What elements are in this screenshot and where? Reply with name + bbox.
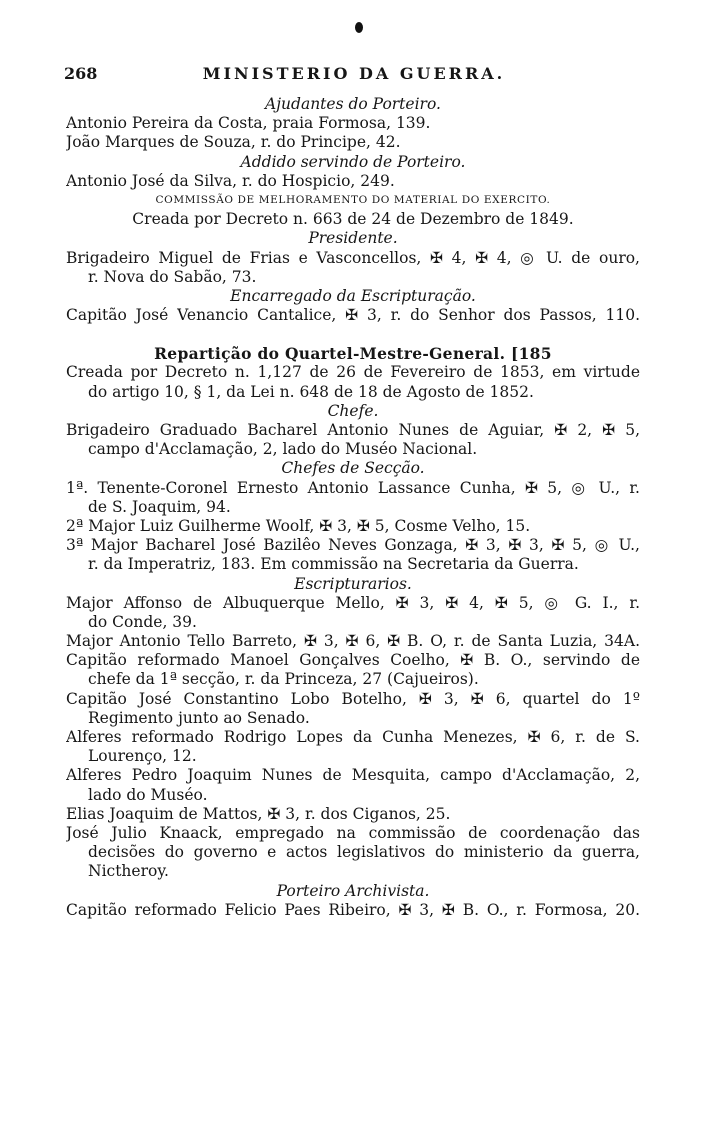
- text-line: 1ª. Tenente-Coronel Ernesto Antonio Lassance Cunha, ✠ 5, ◎ U., r.: [66, 478, 640, 497]
- page-number: 268: [64, 64, 98, 83]
- text-line: Porteiro Archivista.: [276, 881, 430, 900]
- text-line: r. da Imperatriz, 183. Em commissão na Secretaria da Guerra.: [88, 555, 579, 574]
- text-line: COMMISSÃO DE MELHORAMENTO DO MATERIAL DO EXERCITO.: [155, 193, 551, 206]
- text-line: Creada por Decreto n. 663 de 24 de Dezembro de 1849.: [132, 210, 574, 229]
- text-line: Creada por Decreto n. 1,127 de 26 de Fevereiro de 1853, em virtude: [66, 363, 640, 382]
- text-line: 2ª Major Luiz Guilherme Woolf, ✠ 3, ✠ 5, Cosme Velho, 15.: [66, 516, 531, 535]
- page-header: [64, 64, 644, 86]
- text-line: Brigadeiro Miguel de Frias e Vasconcellos, ✠ 4, ✠ 4, ◎ U. de ouro,: [66, 248, 640, 267]
- running-title: MINISTERIO DA GUERRA.: [202, 64, 506, 83]
- text-line: Repartição do Quartel-Mestre-General. [185: [154, 344, 552, 364]
- text-line: Capitão José Constantino Lobo Botelho, ✠ 3, ✠ 6, quartel do 1º: [66, 689, 640, 708]
- text-line: Capitão reformado Felicio Paes Ribeiro, ✠ 3, ✠ B. O., r. Formosa, 20.: [66, 900, 640, 919]
- text-line: Alferes reformado Rodrigo Lopes da Cunha Menezes, ✠ 6, r. de S.: [66, 728, 640, 746]
- text-line: Addido servindo de Porteiro.: [240, 152, 466, 171]
- text-line: Major Affonso de Albuquerque Mello, ✠ 3, ✠ 4, ✠ 5, ◎ G. I., r.: [66, 593, 640, 612]
- text-line: Antonio José da Silva, r. do Hospicio, 249.: [66, 171, 395, 190]
- text-line: Ajudantes do Porteiro.: [265, 95, 441, 113]
- text-line: do artigo 10, § 1, da Lei n. 648 de 18 de Agosto de 1852.: [88, 382, 534, 401]
- text-line: Chefes de Secção.: [281, 459, 425, 478]
- text-line: José Julio Knaack, empregado na commissão de coordenação das: [66, 823, 640, 842]
- text-line: Alferes Pedro Joaquim Nunes de Mesquita, campo d'Acclamação, 2,: [66, 766, 640, 785]
- text-line: Regimento junto ao Senado.: [88, 708, 310, 727]
- directory-listing: [66, 95, 640, 920]
- text-line: Nictheroy.: [88, 862, 169, 881]
- text-line: decisões do governo e actos legislativos do ministerio da guerra,: [88, 843, 640, 862]
- text-line: Presidente.: [308, 229, 398, 248]
- text-line: João Marques de Souza, r. do Principe, 42.: [66, 133, 401, 152]
- text-line: 3ª Major Bacharel José Bazilêo Neves Gonzaga, ✠ 3, ✠ 3, ✠ 5, ◎ U.,: [66, 536, 640, 555]
- text-line: Lourenço, 12.: [88, 747, 197, 766]
- ink-blot: [355, 22, 363, 33]
- text-line: Brigadeiro Graduado Bacharel Antonio Nunes de Aguiar, ✠ 2, ✠ 5,: [66, 421, 640, 439]
- text-line: Encarregado da Escripturação.: [230, 286, 476, 305]
- text-line: do Conde, 39.: [88, 612, 197, 631]
- section-gap: [66, 325, 640, 344]
- text-line: r. Nova do Sabão, 73.: [88, 267, 257, 286]
- text-line: campo d'Acclamação, 2, lado do Muséo Nacional.: [88, 440, 478, 459]
- text-line: chefe da 1ª secção, r. da Princeza, 27 (Cajueiros).: [88, 670, 479, 689]
- text-line: Antonio Pereira da Costa, praia Formosa, 139.: [66, 114, 431, 133]
- text-line: Capitão reformado Manoel Gonçalves Coelho, ✠ B. O., servindo de: [66, 651, 640, 670]
- text-line: Elias Joaquim de Mattos, ✠ 3, r. dos Ciganos, 25.: [66, 804, 451, 823]
- text-line: lado do Muséo.: [88, 785, 208, 804]
- text-line: Chefe.: [327, 401, 379, 420]
- text-line: Capitão José Venancio Cantalice, ✠ 3, r. do Senhor dos Passos, 110.: [66, 306, 640, 325]
- text-line: Major Antonio Tello Barreto, ✠ 3, ✠ 6, ✠ B. O, r. de Santa Luzia, 34A.: [66, 632, 640, 651]
- text-line: Escripturarios.: [294, 574, 412, 593]
- text-line: de S. Joaquim, 94.: [88, 497, 231, 516]
